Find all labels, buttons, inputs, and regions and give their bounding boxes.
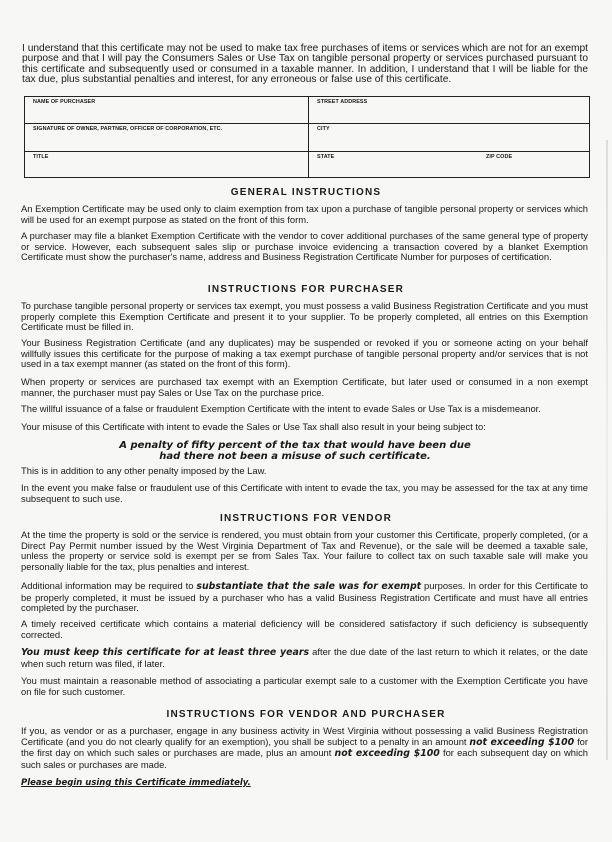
final-note: Please begin using this Certificate immediately. — [21, 778, 251, 788]
vendor-purchaser-paragraph — [21, 726, 588, 770]
both-text-b: for the first day on which such sales or purchases are made, plus an amount — [21, 735, 589, 759]
general-paragraph-1: An Exemption Certificate may be used only to claim exemption from tax upon a purchase of tangible personal property or services which will be used for an exempt purpose as stated on the front of this form. — [21, 203, 588, 225]
vendor-p2-text-a: Additional information may be required to — [21, 580, 197, 591]
street-address-field[interactable] — [308, 97, 590, 123]
signature-label: SIGNATURE OF OWNER, PARTNER, OFFICER OF CORPORATION, ETC. — [33, 126, 223, 132]
penalty-notice — [60, 440, 530, 462]
vendor-paragraph-4 — [21, 647, 588, 669]
purchaser-paragraph-1: To purchase tangible personal property or services tax exempt, you must possess a valid Business Registration Certificate and you must properly complete this Exemption Certificate and present it to your supplier. To be properly completed, all entries on this Exemption Certificate must be filled in. — [21, 300, 588, 333]
state-field[interactable] — [308, 152, 478, 178]
form-row-name — [25, 97, 589, 124]
city-label: CITY — [317, 126, 330, 132]
penalty-line-2: had there not been a misuse of such certificate. — [159, 451, 431, 462]
keep-certificate-emphasis: You must keep this certificate for at least three years — [21, 647, 310, 658]
name-of-purchaser-field[interactable] — [25, 97, 308, 123]
signature-field[interactable] — [25, 124, 308, 151]
vendor-paragraph-2 — [21, 581, 588, 614]
general-paragraph-2: A purchaser may file a blanket Exemption Certificate with the vendor to cover additional purchases of the same general type of property or service. However, each subsequent sales slip or purchase invoice evidencing a transaction covered by a blanket Exemption Certificate must show the purchaser's name, address and Business Registration Certificate Number for purposes of certification. — [21, 230, 588, 263]
scan-edge-shadow — [606, 140, 608, 760]
vendor-paragraph-1: At the time the property is sold or the service is rendered, you must obtain from your customer this Certificate, properly completed, (or a Direct Pay Permit number issued by the West Virginia Department of Tax and Revenue), or the sale will be deemed a taxable sale, unless the property or service sold is exempt per se from Sales Tax. Your failure to collect tax on such taxable sale will make you personally liable for the tax, plus penalties and interest. — [21, 529, 588, 572]
vendor-paragraph-3: A timely received certificate which contains a material deficiency will be considered satisfactory if such deficiency is subsequently corrected. — [21, 618, 588, 640]
vendor-instructions-heading: INSTRUCTIONS FOR VENDOR — [219, 513, 393, 524]
purchaser-instructions-heading: INSTRUCTIONS FOR PURCHASER — [207, 284, 405, 295]
city-field[interactable] — [308, 124, 590, 151]
street-address-label: STREET ADDRESS — [317, 99, 368, 105]
vendor-p2-text-b: purposes. In order for this Certificate to be properly completed, it must be issued by a purchaser who has a valid Business Registration Certificate and must have all entries completed by the purchaser. — [21, 580, 588, 614]
penalty-line-1: A penalty of fifty percent of the tax that would have been due — [119, 440, 471, 451]
purchaser-paragraph-7: In the event you make false or fraudulent use of this Certificate with intent to evade the tax, you may be assessed for the tax at any time subsequent to such use. — [21, 482, 588, 504]
vendor-paragraph-5: You must maintain a reasonable method of associating a particular exempt sale to a customer with the Exemption Certificate you have on file for such customer. — [21, 675, 588, 697]
vendor-p4-text: after the due date of the last return to which it relates, or the date when such return was filed, if later. — [21, 646, 589, 669]
name-of-purchaser-label: NAME OF PURCHASER — [33, 99, 96, 105]
form-row-title — [25, 152, 589, 178]
purchaser-paragraph-5: Your misuse of this Certificate with intent to evade the Sales or Use Tax shall also result in your being subject to: — [21, 421, 486, 432]
penalty-amount-emphasis-1: not exceeding $100 — [469, 736, 575, 748]
zip-code-field[interactable] — [478, 152, 590, 178]
purchaser-paragraph-4: The willful issuance of a false or fraudulent Exemption Certificate with the intent to evade Sales or Use Tax is a misdemeanor. — [21, 403, 541, 414]
substantiate-emphasis: substantiate that the sale was for exempt — [196, 581, 422, 592]
vendor-purchaser-instructions-heading: INSTRUCTIONS FOR VENDOR AND PURCHASER — [166, 709, 446, 720]
purchaser-paragraph-6: This is in addition to any other penalty imposed by the Law. — [21, 465, 267, 476]
both-text-a: If you, as vendor or as a purchaser, engage in any business activity in West Virginia without possessing a valid Business Registration Certificate (and you do not clearly qualify for an exemption), you shall be subject to a penalty in an amount — [21, 725, 588, 747]
state-label: STATE — [317, 154, 335, 160]
general-instructions-heading: GENERAL INSTRUCTIONS — [230, 187, 382, 198]
zip-code-label: ZIP CODE — [486, 154, 513, 160]
title-label: TITLE — [33, 154, 49, 160]
both-text-c: for each subsequent day on which such sales or purchases are made. — [21, 747, 588, 770]
purchaser-paragraph-2: Your Business Registration Certificate (and any duplicates) may be suspended or revoked if you or someone acting on your behalf willfully issues this certificate for the purpose of making a tax exempt purchase of tangible personal property and/or services that is not used in a tax exempt manner (as stated on the front of this form). — [21, 337, 588, 370]
penalty-amount-emphasis-2: not exceeding $100 — [334, 748, 440, 760]
form-row-signature — [25, 124, 589, 152]
purchaser-paragraph-3: When property or services are purchased tax exempt with an Exemption Certificate, but later used or consumed in a non exempt manner, the purchaser must pay Sales or Use Tax on the purchase price. — [21, 376, 588, 398]
certification-statement: I understand that this certificate may not be used to make tax free purchases of items or services which are not for an exempt purpose and that I will pay the Consumers Sales or Use Tax on tangible personal property or services purchased pursuant to this certificate and subsequently used or consumed in a taxable manner. In addition, I understand that I will be liable for the tax due, plus substantial penalties and interest, for any erroneous or false use of this certificate. — [22, 43, 588, 86]
title-field[interactable] — [25, 152, 308, 178]
purchaser-info-form — [24, 96, 590, 178]
